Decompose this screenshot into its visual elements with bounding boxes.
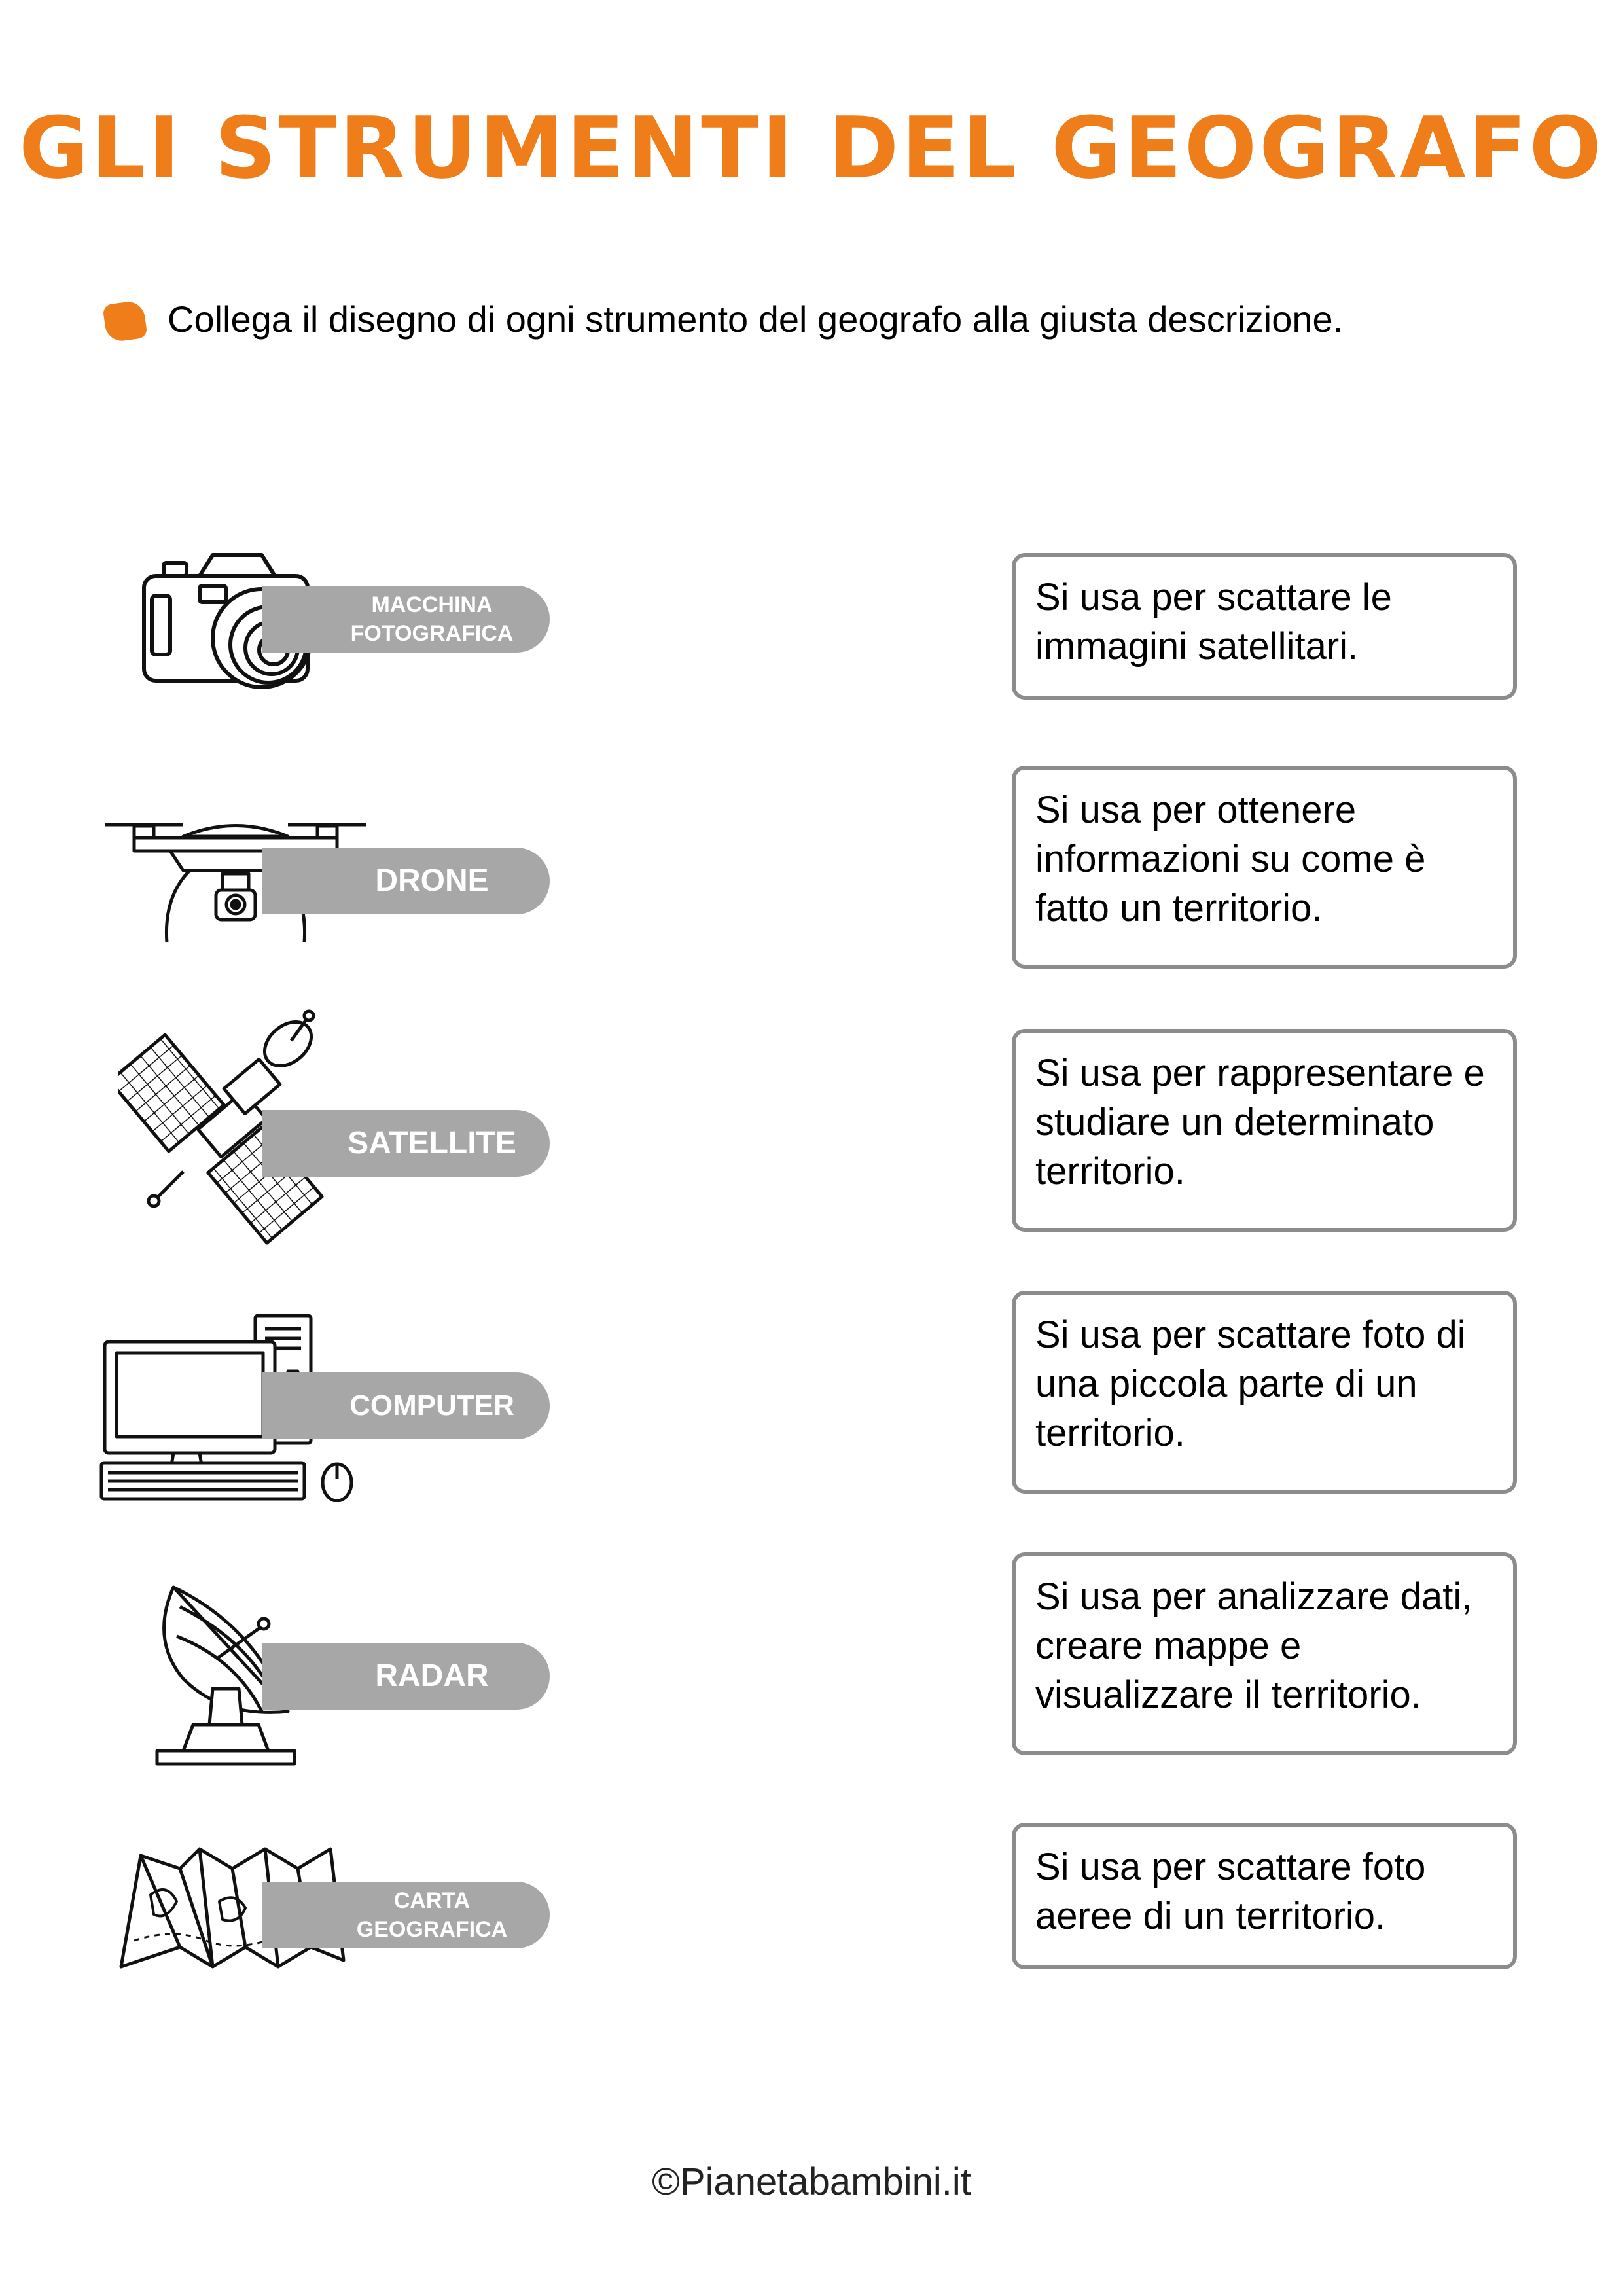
description-box-6[interactable]: Si usa per scattare foto aeree di un territorio. [1012, 1823, 1517, 1969]
tool-label-satellite: SATELLITE [262, 1110, 550, 1177]
instruction-text: Collega il disegno di ogni strumento del geografo alla giusta descrizione. [168, 298, 1344, 340]
description-box-5[interactable]: Si usa per analizzare dati, creare mappe e visualizzare il territorio. [1012, 1552, 1517, 1755]
tool-label-camera: MACCHINA FOTOGRAFICA [262, 586, 550, 653]
description-box-4[interactable]: Si usa per scattare foto di una piccola parte di un territorio. [1012, 1291, 1517, 1494]
footer-copyright: ©Pianetabambini.it [652, 2161, 971, 2203]
tool-label-computer: COMPUTER [262, 1372, 550, 1439]
description-box-2[interactable]: Si usa per ottenere informazioni su come è fatto un territorio. [1012, 766, 1517, 969]
tool-label-map: CARTA GEOGRAFICA [262, 1882, 550, 1948]
description-box-3[interactable]: Si usa per rappresentare e studiare un determinato territorio. [1012, 1029, 1517, 1232]
tool-label-radar: RADAR [262, 1643, 550, 1710]
description-box-1[interactable]: Si usa per scattare le immagini satellitari. [1012, 553, 1517, 700]
tool-label-drone: DRONE [262, 848, 550, 914]
instruction-bullet-icon [102, 300, 147, 343]
page-title: GLI STRUMENTI DEL GEOGRAFO [19, 98, 1604, 198]
